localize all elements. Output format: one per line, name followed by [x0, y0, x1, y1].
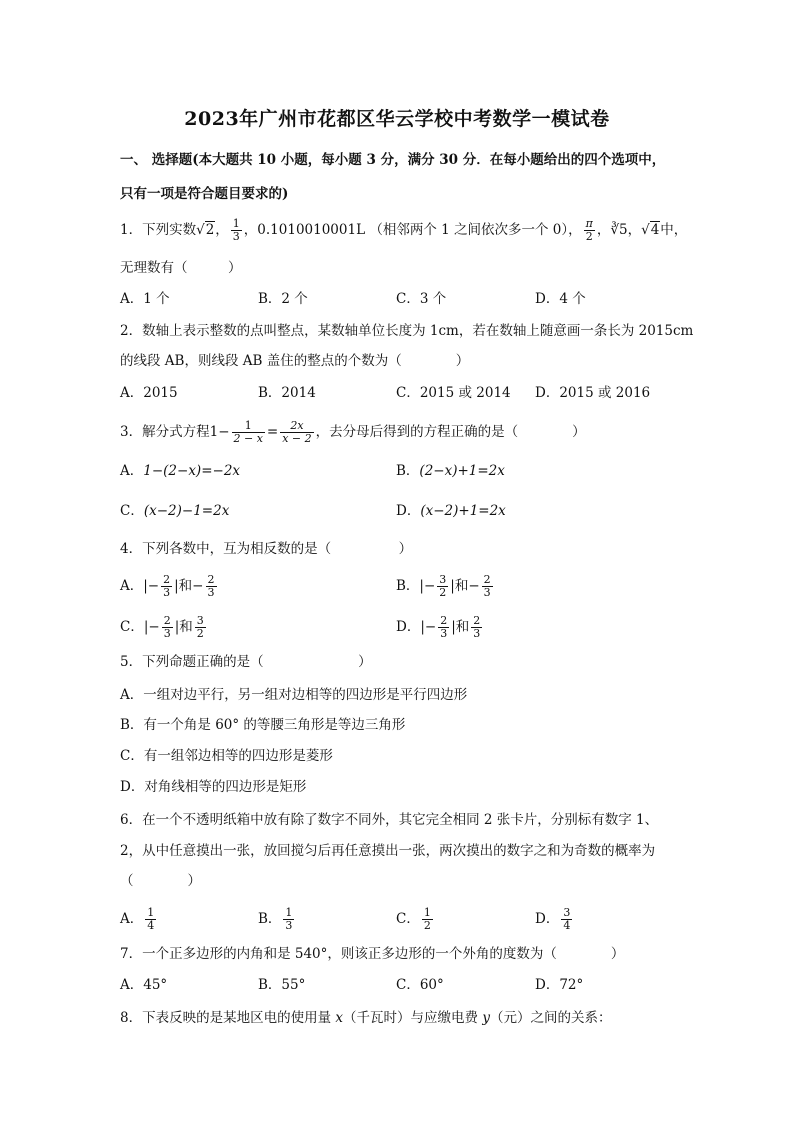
q1-option-c: C．3 个 — [396, 291, 447, 307]
question-3-stem: 3．解分式方程1− $\frac{1}{2 - x}$ = $\frac{2x}{x - 2}$ ，去分母后得到的方程正确的是（ ） — [120, 419, 586, 445]
section-heading-line2: 只有一项是符合题目要求的) — [120, 186, 289, 202]
question-5-stem: 5．下列命题正确的是（ ） — [120, 654, 372, 670]
q2-option-a: A．2015 — [120, 385, 178, 401]
q6-option-d: D． $\frac{3}{4}$ — [535, 906, 571, 932]
question-6-line2: 2，从中任意摸出一张，放回搅匀后再任意摸出一张，两次摸出的数字之和为奇数的概率为 — [120, 843, 656, 859]
q3-option-d: D．(x−2)+1=2x — [396, 503, 506, 519]
q7-option-d: D．72° — [535, 977, 584, 993]
q6-option-a: A． $\frac{1}{4}$ — [120, 906, 155, 932]
q1-option-a: A．1 个 — [120, 291, 170, 307]
q2-option-b: B．2014 — [258, 385, 316, 401]
q2-option-c: C．2015 或 2014 — [396, 385, 511, 401]
question-7-stem: 7．一个正多边形的内角和是 540°，则该正多边形的一个外角的度数为（ ） — [120, 946, 625, 962]
question-2-line2: 的线段 AB，则线段 AB 盖住的整点的个数为（ ） — [120, 353, 470, 369]
sqrt-4: √4 — [641, 222, 660, 238]
q3-option-c: C．(x−2)−1=2x — [120, 503, 230, 519]
question-6-line3: （ ） — [120, 873, 201, 889]
question-1-stem: 1．下列实数√2， $\frac{1}{3}$ ，0.1010010001L （相邻两个 1 之间依次多一个 0）， $\frac{\pi}{2}$ ，∛5，√4中， — [120, 217, 688, 243]
q4-option-b: B．|− $\frac{3}{2}$ |和− $\frac{2}{3}$ — [396, 573, 491, 599]
q3-option-a: A．1−(2−x)=−2x — [120, 463, 241, 479]
q1-option-b: B．2 个 — [258, 291, 308, 307]
question-2-line1: 2．数轴上表示整数的点叫整点，某数轴单位长度为 1cm，若在数轴上随意画一条长为 2015cm — [120, 323, 694, 339]
exam-title: 2023年广州市花都区华云学校中考数学一模试卷 — [184, 108, 610, 130]
q1-option-d: D．4 个 — [535, 291, 586, 307]
q4-option-c: C．|− $\frac{2}{3}$ |和 $\frac{3}{2}$ — [120, 614, 204, 640]
q7-option-a: A．45° — [120, 977, 168, 993]
q4-option-a: A．|− $\frac{2}{3}$ |和− $\frac{2}{3}$ — [120, 573, 215, 599]
q3-option-b: B．(2−x)+1=2x — [396, 463, 505, 479]
q4-option-d: D．|− $\frac{2}{3}$ |和 $\frac{2}{3}$ — [396, 614, 481, 640]
q7-option-b: B．55° — [258, 977, 306, 993]
fraction-pi-2: $\frac{\pi}{2}$ — [585, 217, 593, 243]
question-4-stem: 4．下列各数中，互为相反数的是（ ） — [120, 541, 413, 557]
question-8-stem: 8．下表反映的是某地区电的使用量 x（千瓦时）与应缴电费 y（元）之间的关系： — [120, 1010, 612, 1026]
sqrt-2: √2 — [196, 222, 215, 238]
q7-option-c: C．60° — [396, 977, 444, 993]
question-1-line2: 无理数有（ ） — [120, 260, 242, 276]
q2-option-d: D．2015 或 2016 — [535, 385, 651, 401]
q6-option-c: C． $\frac{1}{2}$ — [396, 906, 431, 932]
q5-option-d: D．对角线相等的四边形是矩形 — [120, 779, 307, 795]
q5-option-b: B．有一个角是 60° 的等腰三角形是等边三角形 — [120, 717, 406, 733]
question-6-line1: 6．在一个不透明纸箱中放有除了数字不同外，其它完全相同 2 张卡片，分别标有数字 1、 — [120, 812, 659, 828]
section-heading-line1: 一、 选择题(本大题共 10 小题，每小题 3 分，满分 30 分．在每小题给出的四个选项中， — [120, 152, 666, 168]
q6-option-b: B． $\frac{1}{3}$ — [258, 906, 293, 932]
cbrt-5: ∛5 — [610, 222, 628, 238]
fraction-1-over-2-minus-x: $\frac{1}{2 - x}$ — [233, 419, 263, 445]
fraction-1-3: $\frac{1}{3}$ — [232, 217, 240, 243]
q5-option-c: C．有一组邻边相等的四边形是菱形 — [120, 748, 333, 764]
fraction-2x-over-x-minus-2: $\frac{2x}{x - 2}$ — [282, 419, 312, 445]
q5-option-a: A．一组对边平行，另一组对边相等的四边形是平行四边形 — [120, 687, 468, 703]
